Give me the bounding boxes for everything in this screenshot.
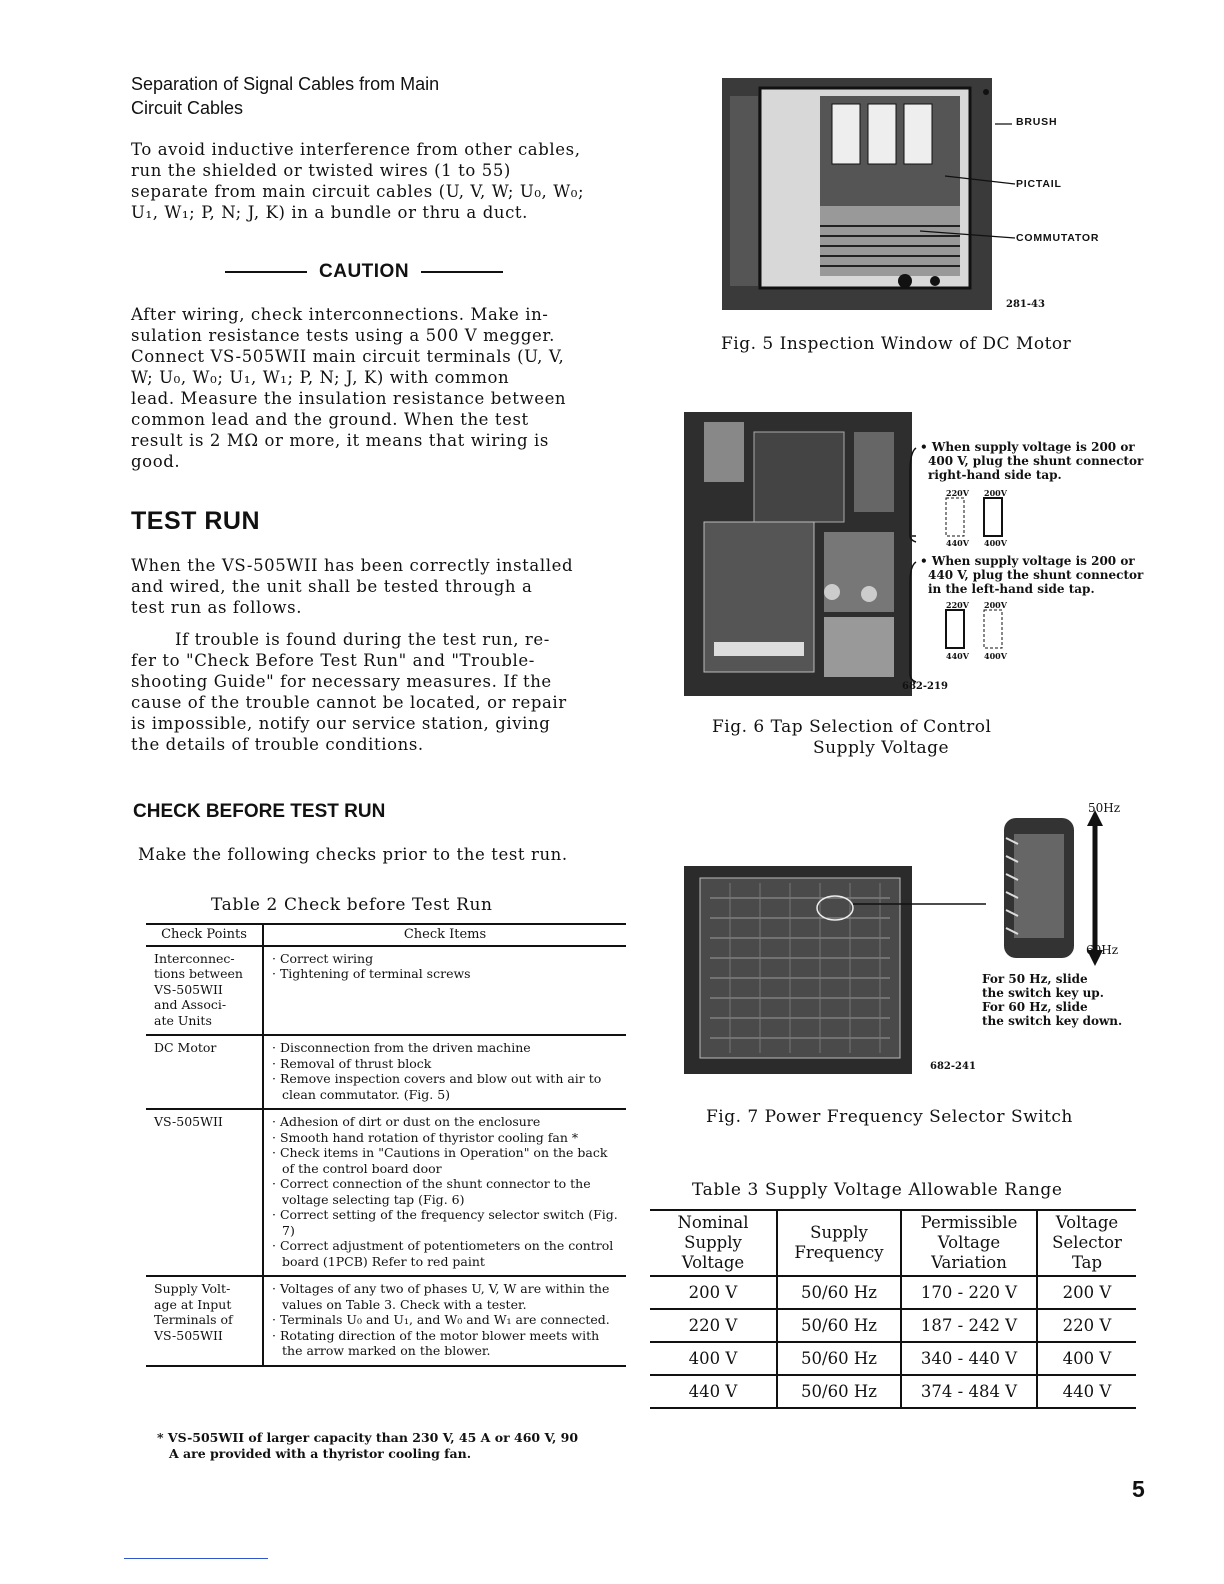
tap-label-200v: 200V <box>984 488 1007 498</box>
table-row <box>146 946 626 1036</box>
fig7-note <box>982 972 1122 1028</box>
text-line: run the shielded or twisted wires (1 to 55) <box>131 161 511 180</box>
check-items-cell <box>263 1276 626 1365</box>
table-cell: 400 V <box>1037 1342 1136 1375</box>
table-cell: 400 V <box>650 1342 777 1375</box>
figure-5 <box>720 76 1120 316</box>
tap-label-440v: 440V <box>946 538 969 548</box>
check-item: · Adhesion of dirt or dust on the enclosure <box>272 1114 620 1130</box>
text-line: the details of trouble conditions. <box>131 735 424 754</box>
fig6-code: 682-219 <box>902 681 948 692</box>
table-cell: 220 V <box>650 1309 777 1342</box>
caution-heading <box>213 261 515 283</box>
text-line: When the VS-505WII has been correctly installed <box>131 556 574 575</box>
caution-rule-right <box>421 271 503 273</box>
check-item: · Correct connection of the shunt connector to the voltage selecting tap (Fig. 6) <box>272 1176 620 1207</box>
table-cell: 50/60 Hz <box>777 1342 901 1375</box>
check-items-cell <box>263 1109 626 1276</box>
text-line: If trouble is found during the test run, re- <box>175 630 550 649</box>
heading-line: Circuit Cables <box>131 98 244 118</box>
text-line: U₁, W₁; P, N; J, K) in a bundle or thru a duct. <box>131 203 529 222</box>
fig7-caption: Fig. 7 Power Frequency Selector Switch <box>706 1107 1073 1127</box>
note-line: 440 V, plug the shunt connector <box>928 568 1144 582</box>
text-line: lead. Measure the insulation resistance between <box>131 389 567 408</box>
footnote-line: * VS-505WII of larger capacity than 230 V, 45 A or 460 V, 90 <box>157 1430 579 1445</box>
test-run-heading: TEST RUN <box>131 507 260 535</box>
check-item: · Rotating direction of the motor blower meets with the arrow marked on the blower. <box>272 1328 620 1359</box>
check-intro: Make the following checks prior to the test run. <box>138 845 568 864</box>
footer-rule <box>124 1558 268 1559</box>
text-line: W; U₀, W₀; U₁, W₁; P, N; J, K) with common <box>131 368 510 387</box>
check-point-cell: VS-505WII <box>146 1109 263 1276</box>
note-line: in the left-hand side tap. <box>928 582 1095 596</box>
note-line: For 60 Hz, slide <box>982 1000 1088 1014</box>
table-cell: 50/60 Hz <box>777 1276 901 1309</box>
section-heading-separation <box>131 72 439 120</box>
test-run-paragraph-1 <box>131 555 651 618</box>
page-number: 5 <box>1132 1476 1145 1502</box>
separation-paragraph <box>131 139 691 223</box>
text-line: test run as follows. <box>131 598 303 617</box>
check-point-cell: Supply Volt- age at Input Terminals of VS-505WII <box>146 1276 263 1365</box>
table-cell: 187 - 242 V <box>901 1309 1037 1342</box>
table-row <box>146 1109 626 1276</box>
table3-header: Supply Frequency <box>777 1211 901 1276</box>
text-line: is impossible, notify our service station, giving <box>131 714 551 733</box>
fig6-note-left-tap <box>920 554 1143 596</box>
check-items-cell <box>263 946 626 1036</box>
label-50hz: 50Hz <box>1088 801 1121 815</box>
note-line: 400 V, plug the shunt connector <box>928 454 1144 468</box>
table-row <box>650 1276 1136 1309</box>
text-line: Connect VS-505WII main circuit terminals (U, V, <box>131 347 565 366</box>
table-cell: 50/60 Hz <box>777 1375 901 1408</box>
table2-footnote <box>157 1430 578 1462</box>
table-row <box>650 1375 1136 1408</box>
check-item: · Removal of thrust block <box>272 1056 620 1072</box>
check-item: · Check items in "Cautions in Operation" on the back of the control board door <box>272 1145 620 1176</box>
note-line: the switch key down. <box>982 1014 1123 1028</box>
text-line: To avoid inductive interference from other cables, <box>131 140 581 159</box>
text-line: common lead and the ground. When the test <box>131 410 529 429</box>
text-line: After wiring, check interconnections. Make in- <box>131 305 549 324</box>
caption-line: Supply Voltage <box>813 738 950 758</box>
tap-label-400v: 400V <box>984 538 1007 548</box>
caution-rule-left <box>225 271 307 273</box>
text-line: fer to "Check Before Test Run" and "Trouble- <box>131 651 535 670</box>
table-cell: 200 V <box>650 1276 777 1309</box>
table2-title: Table 2 Check before Test Run <box>211 895 493 915</box>
table-row <box>650 1309 1136 1342</box>
table3-header: Voltage Selector Tap <box>1037 1211 1136 1276</box>
note-line: • When supply voltage is 200 or <box>920 554 1135 568</box>
selector-board-photo <box>670 798 1150 1088</box>
table3-header: Permissible Voltage Variation <box>901 1211 1037 1276</box>
table-cell: 374 - 484 V <box>901 1375 1037 1408</box>
caution-label: CAUTION <box>319 261 410 282</box>
tap-label-220v: 220V <box>946 488 969 498</box>
table-row <box>650 1342 1136 1375</box>
table-cell: 200 V <box>1037 1276 1136 1309</box>
tap-label-200v: 200V <box>984 600 1007 610</box>
table-cell: 440 V <box>650 1375 777 1408</box>
text-line: result is 2 MΩ or more, it means that wiring is <box>131 431 549 450</box>
check-item: · Tightening of terminal screws <box>272 966 620 982</box>
text-line: shooting Guide" for necessary measures. If the <box>131 672 552 691</box>
table3 <box>650 1209 1136 1409</box>
check-item: · Terminals U₀ and U₁, and W₀ and W₁ are connected. <box>272 1312 620 1328</box>
tap-label-220v: 220V <box>946 600 969 610</box>
text-line: and wired, the unit shall be tested through a <box>131 577 533 596</box>
table2 <box>146 923 626 1367</box>
caution-paragraph <box>131 304 651 472</box>
check-item: · Correct setting of the frequency selector switch (Fig. 7) <box>272 1207 620 1238</box>
fig5-code: 281-43 <box>1006 299 1045 310</box>
test-run-paragraph-2 <box>131 629 651 755</box>
label-commutator: COMMUTATOR <box>1016 232 1100 244</box>
check-item: · Smooth hand rotation of thyristor cooling fan * <box>272 1130 620 1146</box>
text-line: sulation resistance tests using a 500 V megger. <box>131 326 555 345</box>
table-cell: 170 - 220 V <box>901 1276 1037 1309</box>
note-line: right-hand side tap. <box>928 468 1062 482</box>
note-line: the switch key up. <box>982 986 1104 1000</box>
label-60hz: 60Hz <box>1086 943 1119 957</box>
table3-header: Nominal Supply Voltage <box>650 1211 777 1276</box>
check-point-cell: DC Motor <box>146 1035 263 1109</box>
caption-line: Fig. 6 Tap Selection of Control <box>712 717 992 737</box>
note-line: • When supply voltage is 200 or <box>920 440 1135 454</box>
fig5-caption: Fig. 5 Inspection Window of DC Motor <box>721 334 1072 354</box>
text-line: cause of the trouble cannot be located, or repair <box>131 693 567 712</box>
table-row <box>146 1276 626 1365</box>
check-item: · Remove inspection covers and blow out with air to clean commutator. (Fig. 5) <box>272 1071 620 1102</box>
table-cell: 50/60 Hz <box>777 1309 901 1342</box>
fig7-code: 682-241 <box>930 1061 976 1072</box>
label-pigtail: PICTAIL <box>1016 178 1062 190</box>
fig6-note-right-tap <box>920 440 1143 482</box>
table3-title: Table 3 Supply Voltage Allowable Range <box>692 1180 1063 1200</box>
label-brush: BRUSH <box>1016 116 1058 128</box>
text-line: good. <box>131 452 181 471</box>
figure-6 <box>684 412 1154 702</box>
tap-label-440v: 440V <box>946 651 969 661</box>
table2-header-points: Check Points <box>146 925 263 946</box>
figure-7 <box>670 798 1150 1088</box>
table2-header-items: Check Items <box>263 925 626 946</box>
fig6-caption <box>712 717 991 759</box>
check-items-cell <box>263 1035 626 1109</box>
check-before-heading: CHECK BEFORE TEST RUN <box>133 801 386 822</box>
check-point-cell: Interconnec- tions between VS-505WII and Associ- ate Units <box>146 946 263 1036</box>
check-item: · Voltages of any two of phases U, V, W are within the values on Table 3. Check with a tester. <box>272 1281 620 1312</box>
table-row <box>146 1035 626 1109</box>
check-item: · Correct adjustment of potentiometers on the control board (1PCB) Refer to red paint <box>272 1238 620 1269</box>
tap-label-400v: 400V <box>984 651 1007 661</box>
check-item: · Disconnection from the driven machine <box>272 1040 620 1056</box>
table-cell: 340 - 440 V <box>901 1342 1037 1375</box>
heading-line: Separation of Signal Cables from Main <box>131 74 440 94</box>
table-cell: 220 V <box>1037 1309 1136 1342</box>
footnote-line: A are provided with a thyristor cooling fan. <box>169 1446 472 1461</box>
note-line: For 50 Hz, slide <box>982 972 1088 986</box>
table-cell: 440 V <box>1037 1375 1136 1408</box>
check-item: · Correct wiring <box>272 951 620 967</box>
text-line: separate from main circuit cables (U, V, W; U₀, W₀; <box>131 182 585 201</box>
dc-motor-photo <box>720 76 1120 316</box>
